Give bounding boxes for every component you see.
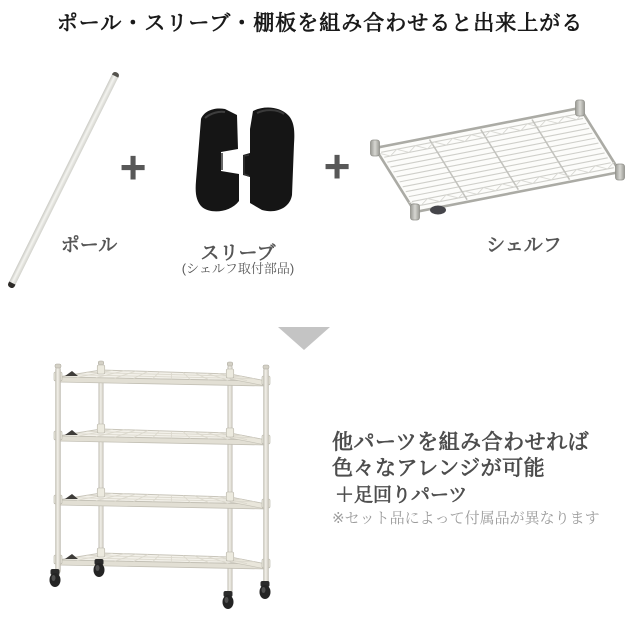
sleeve-label: スリーブ bbox=[200, 243, 276, 264]
plus-icon: + bbox=[119, 141, 147, 193]
sleeve-note: (シェルフ取付部品) bbox=[181, 261, 295, 276]
pole-label: ポール bbox=[60, 235, 118, 256]
pole-top-cap bbox=[112, 71, 120, 78]
wire-shelf-image bbox=[365, 95, 640, 230]
sleeve-image bbox=[191, 100, 303, 220]
result-line-3: ＋足回りパーツ bbox=[335, 485, 468, 506]
result-line-2: 色々なアレンジが可能 bbox=[332, 457, 546, 480]
page-title: ポール・スリーブ・棚板を組み合わせると出来上がる bbox=[56, 12, 584, 35]
result-note: ※セット品によって付属品が異なります bbox=[332, 510, 600, 527]
plus-icon: + bbox=[323, 140, 351, 192]
down-arrow-icon bbox=[278, 327, 330, 350]
result-text-block bbox=[332, 430, 600, 529]
result-line-1: 他パーツを組み合わせれば bbox=[332, 431, 590, 454]
shelf-label: シェルフ bbox=[486, 235, 562, 256]
assembled-unit-image bbox=[25, 355, 325, 640]
pole-bottom-cap bbox=[7, 281, 15, 289]
